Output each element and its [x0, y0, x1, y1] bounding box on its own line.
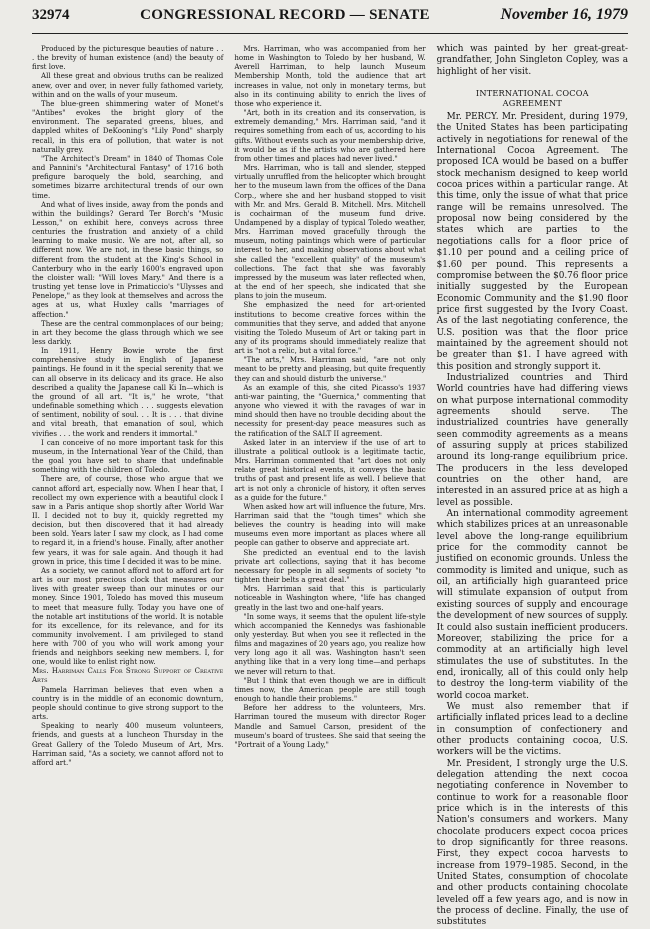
paragraph: As a society, we cannot afford not to afford art for art is our most precious clock that measures our lives with greater sweep than our minutes or our money. Since 1901, Toledo has moved this museum to meet that measure fully. Today you have one of the notable art institutions of the world. It is notable for its excellence, for its relevance, and for its community involvement. I am privileged to stand here with 700 of you who will work among your friends and neighbors seeking new members. I, for one, would like to enlist right now. — [32, 565, 224, 667]
paragraph: The blue-green shimmering water of Monet's "Antibes" evokes the bright glory of the environment. The separated greens, blues, and dappled whites of DeKooning's "Lily Pond" sharply recall, in this era of pollution, that water is not naturally grey. — [32, 98, 224, 154]
paragraph: Speaking to nearly 400 museum volunteers, friends, and guests at a luncheon Thursday in the Great Gallery of the Toledo Museum of Art, Mrs. Harriman said, "As a society, we cannot afford not to afford art." — [32, 721, 224, 767]
paragraph: An international commodity agreement which stabilizes prices at an unreasonable level above the long-range equilibrium price for the commodity cannot be justified on economic grounds. Unless the commodity is limited and unique, such as oil, an artificially high guaranteed price will stimulate expansion of output from existing sources of supply and encourage the development of new sources of supply. It could also sustain inefficient producers. Moreover, stabilizing the price for a commodity at an artificially high level stimulates the use of substitutes. In the end, ironically, all of this could only help to destroy the long-term viability of the world cocoa market. — [436, 509, 628, 701]
paragraph: "In some ways, it seems that the opulent life-style which accompanied the Kennedys was fashionable only yesterday. But when you see it reflected in the films and magazines of 20 years ago, you realize how very long ago it all was. Washington hasn't seen anything like that in a very long time—and perhaps we never will return to that. — [234, 611, 426, 676]
paragraph: All these great and obvious truths can be realized anew, over and over, in never fully fathomed variety, within and on the walls of your museum. — [32, 71, 224, 99]
paragraph: Before her address to the volunteers, Mrs. Harriman toured the museum with director Roger Mandle and Samuel Carson, president of the museum's board of trustees. She said that seeing the "Portrait of a Young Lady," — [234, 703, 426, 749]
paragraph: She predicted an eventual end to the lavish private art collections, saying that it has become necessary for people in all segments of society "to tighten their belts a great deal." — [234, 547, 426, 585]
paragraph: And what of lives inside, away from the ponds and within the buildings? Gerard Ter Borch's "Music Lesson," on exhibit here, conveys across three centuries the frustration and anxiety of a child learning to make music. We are not, after all, so different now. We are not, in these basic things, so different from the student at the King's School in Canterbury who in the early 1600's engraved upon the cloister wall: "Will loves Mary." And there is a trusting yet tense love in Primaticcio's "Ulysses and Penelope," as they look at themselves and across the ages at us, what Huxley calls "marriages of affection." — [32, 199, 224, 319]
paragraph: "Art, both in its creation and its conservation, is extremely demanding," Mrs. Harriman said, "and it requires something from each of us, according to his gifts. Without events such as your membership drive, it would be as if the artists who are gathered here from other times and places had never lived." — [234, 108, 426, 163]
paragraph: "The Architect's Dream" in 1840 of Thomas Cole and Pannini's "Architectural Fantasy" of 1716 both prefigure baroquely the bold, searching, and sometimes bizarre architectural trends of our own time. — [32, 153, 224, 200]
paragraph: She emphasized the need for art-oriented institutions to become creative forces within the communities that they serve, and added that anyone visiting the Toledo Museum of Art or taking part in any of its programs should immediately realize that art is "not a relic, but a vital force." — [234, 300, 426, 356]
paragraph: Asked later in an interview if the use of art to illustrate a political outlook is a legitimate tactic, Mrs. Harriman commented that "art does not only relate great historical events, it conveys the basic truths of past and present life as well. I believe that art is not only a chronicle of history, it often serves as a guide for the future." — [234, 437, 426, 502]
paragraph: I can conceive of no more important task for this museum, in the International Year of the Child, than the goal you have set to share that undefinable something with the children of Toledo. — [32, 437, 224, 475]
text-columns — [32, 44, 628, 928]
section-heading — [437, 88, 628, 108]
column-1 — [32, 44, 223, 864]
paragraph: There are, of course, those who argue that we cannot afford art, especially now. When I hear that, I recollect my own experience with a beautiful clock I saw in a Paris antique shop shortly after World War II. I decided not to buy it, quickly regretted my decision, but then discovered that it had already been sold. Years later I saw my clock, as I had come to regard it, in a friend's house. Finally, after another few years, it was for sale again. And though it had grown in price, this time I decided it was to be mine. — [32, 474, 224, 566]
column-3 — [436, 44, 628, 928]
paragraph: In 1911, Henry Bowie wrote the first comprehensive study in English of Japanese paintings. He found in it the special serenity that we can all observe in its delicacy and its grace. He also described a quality the Japanese call Ki In—which is the ground of all art. "It is," he wrote, "that undefinable something which . . . suggests elevation of sentiment, nobility of soul. . . It is . . . that divine and vital breath, that emanation of soul, which vivifies . . . the work and renders it immortal." — [32, 346, 224, 438]
paragraph: which was painted by her great-great-grandfather, John Singleton Copley, was a highlight of her visit. — [436, 44, 628, 77]
paragraph: Pamela Harriman believes that even when a country is in the middle of an economic downturn, people should continue to give strong support to the arts. — [32, 684, 224, 722]
section-heading-line: AGREEMENT — [502, 98, 562, 109]
paragraph: Produced by the picturesque beauties of nature . . . the brevity of human existence (and) the beauty of first love. — [32, 44, 224, 72]
paragraph: Mrs. Harriman said that this is particularly noticeable in Washington where, "life has changed greatly in the last two and one-half years. — [234, 584, 426, 612]
issue-date: November 16, 1979 — [500, 6, 628, 23]
paragraph: "The arts," Mrs. Harriman said, "are not only meant to be pretty and pleasing, but quite frequently they can and should disturb the universe." — [234, 355, 426, 383]
paragraph: When asked how art will influence the future, Mrs. Harriman said that the "tough times" which she believes the country is heading into will make museums even more important as places where all people can gather to observe and appreciate art. — [234, 501, 426, 548]
column-2 — [234, 44, 425, 864]
page-header — [32, 6, 628, 34]
paragraph: "But I think that even though we are in difficult times now, the American people are still tough enough to handle their problems." — [234, 675, 426, 704]
paragraph: Mrs. Harriman, who was accompanied from her home in Washington to Toledo by her husband, W. Averell Harriman, to help launch Museum Membership Month, told the audience that art increases in value, not only in monetary terms, but also in its continuing ability to enrich the lives of those who experience it. — [234, 44, 426, 108]
paragraph: As an example of this, she cited Picasso's 1937 anti-war painting, the "Guernica," commenting that anyone who viewed it with the ravages of war in mind should then have no trouble deciding about the necessity for present-day peace measures such as the ratification of the SALT II agreement. — [234, 382, 426, 438]
paragraph: Industrialized countries and Third World countries have had differing views on what purpose international commodity agreements should serve. The industrialized countries have generally seen commodity agreements as a means of assuring supply at prices stabilized around its long-range equilibrium price. The producers in the less developed countries on the other hand, are interested in an assured price at as high a level as possible. — [436, 372, 628, 508]
article-subheading: Mrs. Harriman Calls For Strong Support of Creative Arts — [32, 666, 224, 684]
section-heading-line: INTERNATIONAL COCOA — [475, 88, 589, 99]
paragraph: Mr. PERCY. Mr. President, during 1979, the United States has been participating actively in negotiations for renewal of the International Cocoa Agreement. The proposed ICA would be based on a buffer stock mechanism designed to keep world cocoa prices within a particular range. At this time, only the issue of what that price range will be remains unresolved. The proposal now being considered by the states which are parties to the negotiations calls for a floor price of $1.10 per pound and a ceiling price of $1.60 per pound. This represents a compromise between the $0.76 floor price initially suggested by the European Economic Community and the $1.90 floor price first suggested by the Ivory Coast. As of the last negotiating conference, the U.S. position was that the floor price maintained by the agreement should not be greater than $1. I have agreed with this position and strongly support it. — [436, 112, 628, 372]
paragraph: We must also remember that if artificially inflated prices lead to a decline in consumption of confectionery and other products containing cocoa, U.S. workers will be the victims. — [436, 701, 628, 758]
publication-title: CONGRESSIONAL RECORD — SENATE — [140, 7, 430, 23]
paragraph: These are the central commonplaces of our being; in art they become the glass through which we see less darkly. — [32, 318, 224, 346]
paragraph: Mrs. Harriman, who is tall and slender, stepped virtually unruffled from the helicopter which brought her to the museum lawn from the offices of the Dana Corp., where she and her husband stopped to visit with Mr. and Mrs. Gerald B. Mitchell. Mrs. Mitchell is cochairman of the museum fund drive. Undampened by a display of typical Toledo weather, Mrs. Harriman moved gracefully through the museum, noting paintings which were of particular interest to her, and making observations about what she called the "excellent quality" of the museum's collections. The fact that she was favorably impressed by the museum was later reflected when, at the end of her speech, she indicated that she plans to join the museum. — [234, 163, 426, 301]
paragraph: Mr. President, I strongly urge the U.S. delegation attending the next cocoa negotiating conference in November to continue to work for a reasonable floor price which is in the interests of this Nation's consumers and workers. Many chocolate producers expect cocoa prices to drop significantly for three reasons. First, they expect cocoa harvests to increase from 1979–1985. Second, in the United States, consumption of chocolate and other products containing chocolate leveled off a few years ago, and is now in the process of decline. Finally, the use of substitutes — [436, 758, 628, 928]
page-number: 32974 — [32, 7, 70, 23]
